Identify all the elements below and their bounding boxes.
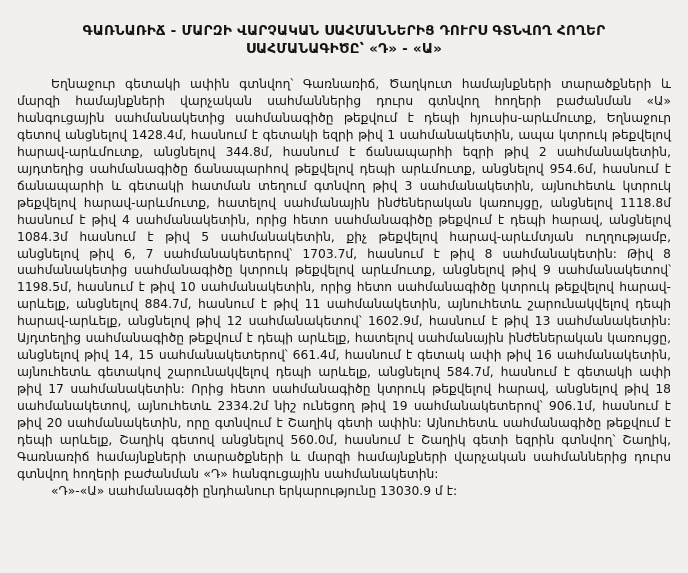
boundary-description-paragraph: Եղնաջուր գետակի ափին գտնվող՝ Գառնառիճ, Ծաղկուտ համայնքների տարածքների և մարզի համայնքների վարչական սահմաններից դուրս գտնվող հողերի բաժանման «Ա» հանգուցային սահմանակետից սահմանագիծը թեքվում է դեպի հյուսիս-արևմուտք, Եղնաջուր գետով անցնելով 1428.4մ, հասնում է գետակի եզրի թիվ 1 սահմանակետին, ապա կտրուկ թեքվելով հարավ-արևմուտք, անցնելով 344.8մ, հասնում է ճանապարհի եզրի թիվ 2 սահմանակետին, այդտեղից սահմանագիծը ճանապարհով թեքվելով դեպի արևմուտք, անցնելով 954.6մ, հասնում է ճանապարհի և գետակի հատման տեղում գտնվող թիվ 3 սահմանակետին, այնուհետև կտրուկ թեքվելով հարավ-արևմուտք, հատելով սահմանային ինժեներական կառույցը, անցնելով 1118.8մ հասնում է թիվ 4 սահմանակետին, որից հետո սահմանագիծը թեքվում է դեպի հարավ, անցնելով 1084.3մ հասնում է թիվ 5 սահմանակետին, քիչ թեքվելով հարավ-արևմտյան ուղղությամբ, անցնելով թիվ 6, 7 սահմանակետերով՝ 1703.7մ, հասնում է թիվ 8 սահմանակետին: Թիվ 8 սահմանակետից սահմանագիծը կտրուկ թեքվելով արևմուտք, անցնելով թիվ 9 սահմանակետով՝ 1198.5մ, հասնում է թիվ 10 սահմանակետին, որից հետո սահմանագիծը կտրուկ թեքվելով հարավ-արևելք, անցնելով 884.7մ, հասնում է թիվ 11 սահմանակետին, այնուհետև շարունակվելով դեպի հարավ-արևելք, անցնելով թիվ 12 սահմանակետով՝ 1602.9մ, հասնում է թիվ 13 սահմանակետին: Այդտեղից սահմանագիծը թեքվում է դեպի արևելք, հատելով սահմանային ինժեներական կառույցը, անցնելով թիվ 14, 15 սահմանակետերով՝ 661.4մ, հասնում է գետակ ափի թիվ 16 սահմանակետին, այնուհետև գետակով շարունակվելով դեպի արևելք, անցնելով 584.7մ, հասնում է գետակի ափի թիվ 17 սահմանակետին: Որից հետո սահմանագիծը կտրուկ թեքվելով հարավ, անցնելով թիվ 18 սահմանակետով, այնուհետև 2334.2մ նիշ ունեցող թիվ 19 սահմանակետերով՝ 906.1մ, հասնում է թիվ 20 սահմանակետին, որը գտնվում է Շաղիկ գետի ափին: Այնուհետև սահմանագիծը թեքվում է դեպի արևելք, Շաղիկ գետով անցնելով 560.0մ, հասնում է Շաղիկ գետի եզրին գտնվող՝ Շաղիկ, Գառնառիճ համայնքների տարածքների և մարզի համայնքների վարչական սահմաններից դուրս գտնվող հողերի բաժանման «Դ» հանգուցային սահմանակետին: xyxy=(17,77,671,481)
document-title-line2: ՍԱՀՄԱՆԱԳԻԾԸ՝ «Դ» - «Ա» xyxy=(245,41,443,57)
document-title xyxy=(45,22,643,58)
document-title-line1: ԳԱՌՆԱՌԻՃ - ՄԱՐԶԻ ՎԱՐՉԱԿԱՆ ՍԱՀՄԱՆՆԵՐԻՑ ԴՈՒՐՍ ԳՏՆՎՈՂ ՀՈՂԵՐ xyxy=(82,23,606,39)
total-length-line: «Դ»-«Ա» սահմանագծի ընդհանուր երկարությունը 13030.9 մ է: xyxy=(51,483,458,498)
